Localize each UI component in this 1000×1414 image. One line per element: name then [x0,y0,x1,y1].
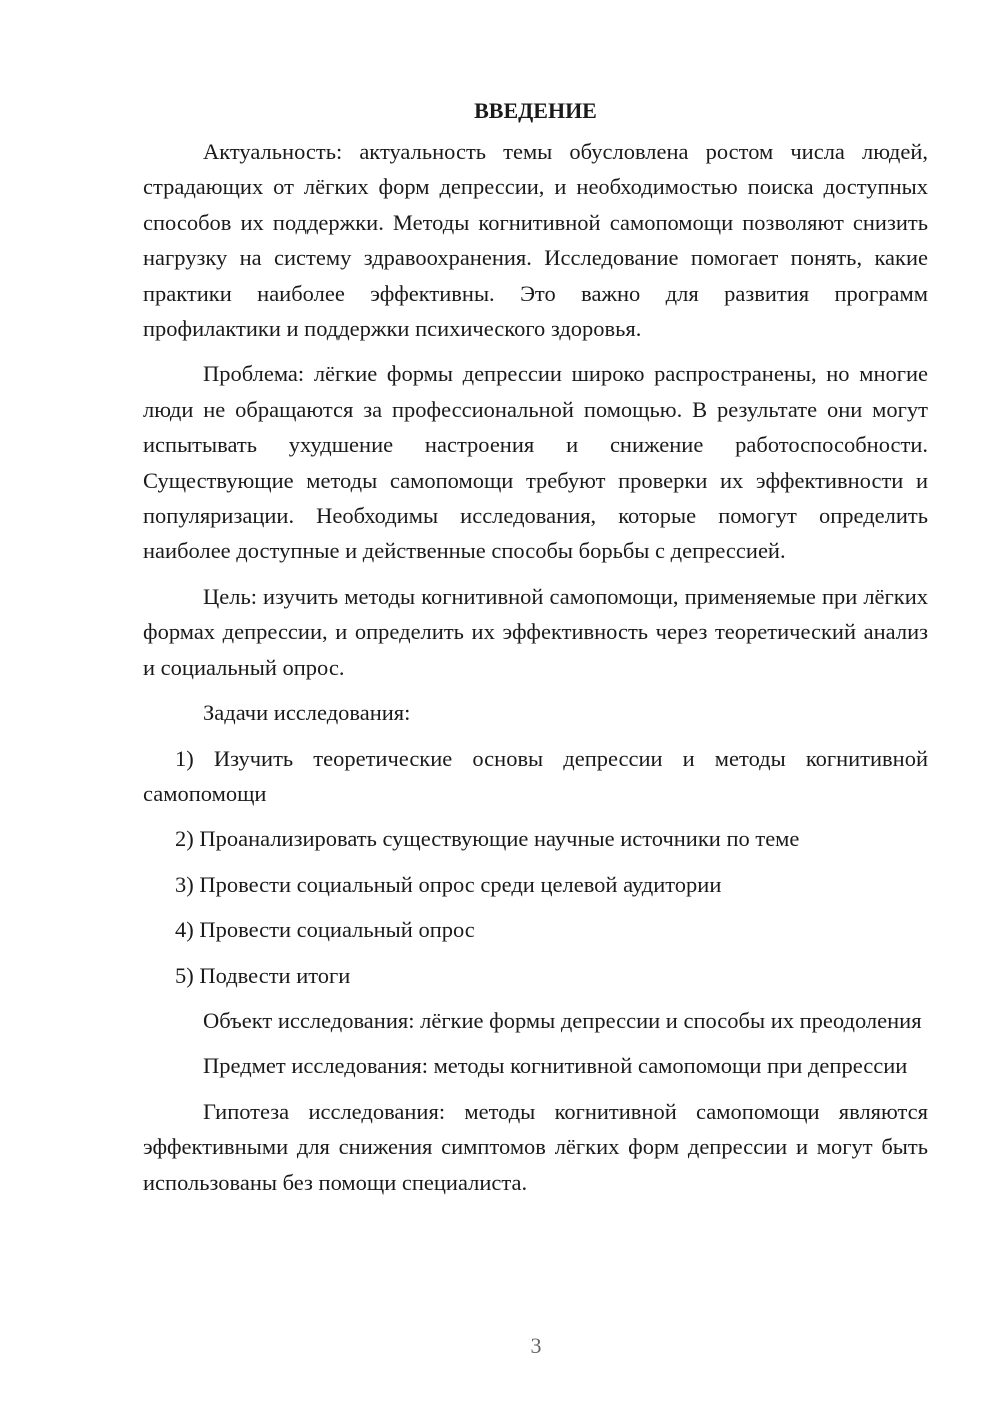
paragraph-object: Объект исследования: лёгкие формы депрессии и способы их преодоления [203,1007,922,1033]
task-item-3: 3) Провести социальный опрос среди целевой аудитории [175,871,722,897]
task-item-4: 4) Провести социальный опрос [175,917,475,943]
task-item-1: 1) Изучить теоретические основы депрессии и методы когнитивной самопомощи [143,745,928,806]
paragraph-tasks-heading: Задачи исследования: [203,700,411,726]
task-item-5: 5) Подвести итоги [175,962,351,988]
section-heading: ВВЕДЕНИЕ [474,98,597,123]
page-number: 3 [530,1333,542,1358]
document-page [143,88,928,1210]
task-item-2: 2) Проанализировать существующие научные источники по теме [175,826,800,852]
paragraph-relevance: Актуальность: актуальность темы обусловлена ростом числа людей, страдающих от лёгких форм депрессии, и необходимостью поиска доступных способов их поддержки. Методы когнитивной самопомощи позволяют снизить нагрузку на систему здравоохранения. Исследование помогает понять, какие практики наиболее эффективны. Это важно для развития программ профилактики и поддержки психического здоровья. [143,139,928,342]
paragraph-hypothesis: Гипотеза исследования: методы когнитивной самопомощи являются эффективными для снижения симптомов лёгких форм депрессии и могут быть использованы без помощи специалиста. [143,1098,928,1195]
paragraph-subject: Предмет исследования: методы когнитивной самопомощи при депрессии [203,1053,908,1079]
paragraph-goal: Цель: изучить методы когнитивной самопомощи, применяемые при лёгких формах депрессии, и определить их эффективность через теоретический анализ и социальный опрос. [143,583,928,680]
paragraph-problem: Проблема: лёгкие формы депрессии широко распространены, но многие люди не обращаются за профессиональной помощью. В результате они могут испытывать ухудшение настроения и снижение работоспособности. Существующие методы самопомощи требуют проверки их эффективности и популяризации. Необходимы исследования, которые помогут определить наиболее доступные и действенные способы борьбы с депрессией. [143,361,928,564]
